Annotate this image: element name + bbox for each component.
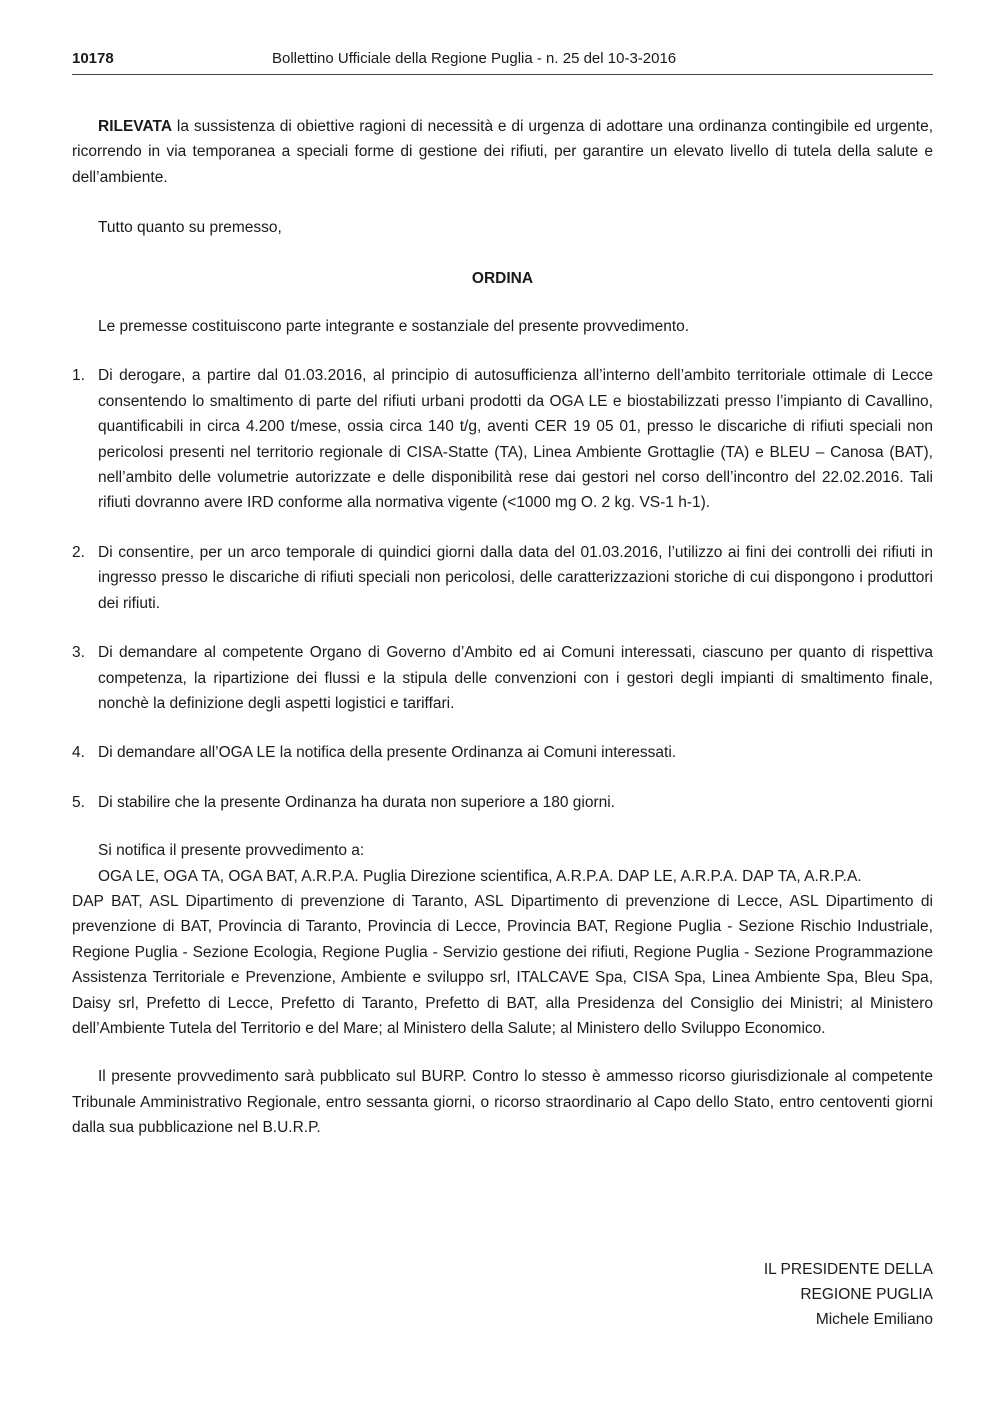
pubblicazione-paragraph: Il presente provvedimento sarà pubblicato sul BURP. Contro lo stesso è ammesso ricorso giurisdizionale al competente Tribunale Amministrativo Regionale, entro sessanta giorni, o ricorso straordinario al Capo dello Stato, entro centoventi giorni dalla sua pubblicazione nel B.U.R.P. [72,1068,933,1137]
item-number: 4. [72,744,85,762]
ordinance-item-5 [72,790,933,815]
ordinance-item-1 [72,363,933,515]
item-text: Di stabilire che la presente Ordinanza ha durata non superiore a 180 giorni. [98,793,615,811]
rilevata-text: la sussistenza di obiettive ragioni di necessità e di urgenza di adottare una ordinanza contingibile ed urgente, ricorrendo in via temporanea a speciali forme di gestione dei rifiuti, per garantire un elevato livello di tutela della salute e dell’ambiente. [72,118,933,186]
item-text: Di demandare al competente Organo di Governo d’Ambito ed ai Comuni interessati, ciascuno per quanto di rispettiva competenza, la ripartizione dei flussi e la stipula delle convenzioni con i gestori degli impianti di smaltimento finale, nonchè la definizione degli aspetti logistici e tariffari. [98,644,933,712]
publication-title: Bollettino Ufficiale della Regione Puglia - n. 25 del 10-3-2016 [272,50,677,67]
notifica-recipients: DAP BAT, ASL Dipartimento di prevenzione di Taranto, ASL Dipartimento di prevenzione di Lecce, ASL Dipartimento di prevenzione di BAT, Provincia di Taranto, Provincia di Lecce, Provincia BAT, Regione Puglia - Sezione Rischio Industriale, Regione Puglia - Sezione Ecologia, Regione Puglia - Servizio gestione dei rifiuti, Regione Puglia - Sezione Programmazione Assistenza Territoriale e Prevenzione, Ambiente e sviluppo srl, ITALCAVE Spa, CISA Spa, Linea Ambiente Spa, Bleu Spa, Daisy srl, Prefetto di Lecce, Prefetto di Taranto, Prefetto di BAT, alla Presidenza del Consiglio dei Ministri; al Ministero dell’Ambiente Tutela del Territorio e del Mare; al Ministero della Salute; al Ministero dello Sviluppo Economico. [72,892,933,1037]
notifica-first-line: OGA LE, OGA TA, OGA BAT, A.R.P.A. Puglia Direzione scientifica, A.R.P.A. DAP LE, A.R.P.A. DAP TA, A.R.P.A. [98,867,862,885]
rilevata-paragraph [72,114,933,190]
premesso-line: Tutto quanto su premesso, [98,219,282,237]
ordinance-item-2 [72,540,933,616]
item-text: Di derogare, a partire dal 01.03.2016, al principio di autosufficienza all’interno dell’ambito territoriale ottimale di Lecce consentendo lo smaltimento di parte del rifiuti urbani prodotti da OGA LE e biostabilizzati presso l’impianto di Cavallino, quantificabili in circa 4.200 t/mese, ossia circa 140 t/g, aventi CER 19 05 01, presso le discariche di rifiuti speciali non pericolosi presenti nel territorio regionale di CISA-Statte (TA), Linea Ambiente Grottaglie (TA) e BLEU – Canosa (BAT), nell’ambito delle volumetrie autorizzate e delle disponibilità rese dai gestori nel corso dell’incontro del 22.02.2016. Tali rifiuti dovranno avere IRD conforme alla normativa vigente (<1000 mg O. 2 kg. VS-1 h-1). [98,367,933,512]
page-header [72,48,933,75]
signature-name: Michele Emiliano [815,1311,933,1328]
item-number: 1. [72,367,85,385]
signature-block [764,1257,933,1332]
document-body [72,114,933,1141]
premesse-paragraph: Le premesse costituiscono parte integrante e sostanziale del presente provvedimento. [98,318,690,336]
item-number: 3. [72,644,85,662]
ordina-heading: ORDINA [471,269,534,287]
ordinance-item-4 [72,740,933,765]
rilevata-lead: RILEVATA [98,118,173,135]
signature-title: IL PRESIDENTE DELLA [763,1261,933,1278]
item-text: Di demandare all’OGA LE la notifica della presente Ordinanza ai Comuni interessati. [98,744,677,762]
signature-region: REGIONE PUGLIA [800,1286,933,1303]
item-number: 5. [72,793,85,811]
item-number: 2. [72,543,85,561]
notifica-intro: Si notifica il presente provvedimento a: [98,842,365,860]
ordinance-item-3 [72,640,933,716]
item-text: Di consentire, per un arco temporale di quindici giorni dalla data del 01.03.2016, l’utilizzo ai fini dei controlli dei rifiuti in ingresso presso le discariche di rifiuti speciali non pericolosi, delle caratterizzazioni storiche di cui dispongono i produttori dei rifiuti. [98,543,933,612]
page-number: 10178 [72,50,114,67]
